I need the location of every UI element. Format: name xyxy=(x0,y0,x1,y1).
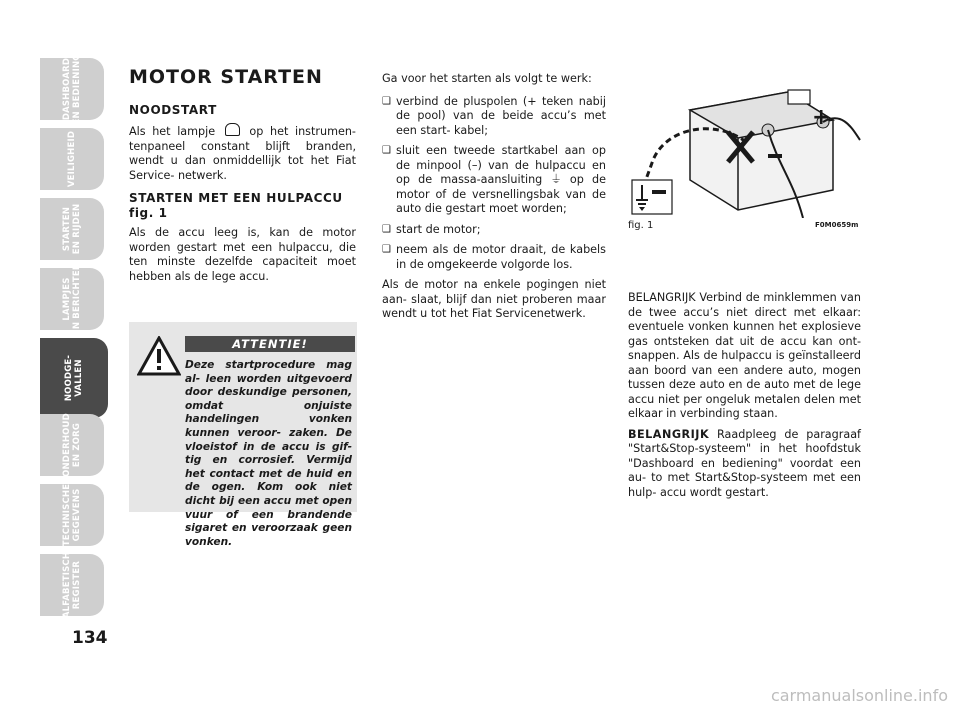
page-title: MOTOR STARTEN xyxy=(129,66,323,88)
tab-dashboard[interactable] xyxy=(40,53,104,125)
warning-heading: ATTENTIE! xyxy=(185,336,355,352)
paragraph-noodstart xyxy=(129,123,356,183)
figure-caption: fig. 1 xyxy=(628,220,654,231)
column-1 xyxy=(129,66,356,292)
tab-label: ONDERHOUD EN ZORG xyxy=(62,413,82,477)
text: Raadpleeg de paragraaf "Start&Stop-systeem" in het hoofdstuk "Dashboard en bediening" voordat een au- to met Start&Stop-systeem met een hulp- accu wordt gestart. xyxy=(628,427,861,499)
warning-text xyxy=(132,359,352,549)
text: Als het lampje xyxy=(129,125,216,138)
tab-starten[interactable] xyxy=(40,198,104,260)
warning-body: Deze startprocedure mag al- leen worden uitgevoerd door deskundige personen, omdat onjuiste handelingen vonken kunnen veroor- zaken. De vloeistof in de accu is gif- tig en corrosief. Vermijd het contact met de huid en de ogen. Kom ook niet dicht bij een accu met open vuur of een brandende sigaret en veroorzaak geen vonken. xyxy=(185,359,352,548)
tab-alfabetisch[interactable] xyxy=(40,551,104,619)
paragraph-hulpaccu: Als de accu leeg is, kan de motor worden gestart met een hulpaccu, die ten minste dezelfde capaciteit moet hebben als de lege accu. xyxy=(129,226,356,283)
watermark: carmanualsonline.info xyxy=(770,686,948,705)
tab-label: STARTEN EN RIJDEN xyxy=(62,203,82,255)
list-item: ❑ verbind de pluspolen (+ teken nabij de pool) van de beide accu’s met een start- kabel; xyxy=(382,95,606,139)
tab-label: TECHNISCHE GEGEVENS xyxy=(62,483,82,547)
list-item: ❑ neem als de motor draait, de kabels in de omgekeerde volgorde los. xyxy=(382,243,606,272)
list-item: ❑ start de motor; xyxy=(382,223,606,238)
outro-text: Als de motor na enkele pogingen niet aan- slaat, blijf dan niet proberen maar wendt u tot het Fiat Servicenetwerk. xyxy=(382,278,606,320)
tab-label: NOODGE- VALLEN xyxy=(64,354,84,402)
tab-veiligheid[interactable] xyxy=(40,128,104,190)
heading-noodstart: NOODSTART xyxy=(129,102,217,117)
battery-illustration xyxy=(628,70,861,218)
intro-text: Ga voor het starten als volgt te werk: xyxy=(382,72,592,85)
tab-label: DASHBOARD EN BEDIENING xyxy=(62,53,82,125)
paragraph-belangrijk-2 xyxy=(628,428,861,501)
bold-label: BELANGRIJK xyxy=(628,427,710,441)
tab-label: ALFABETISCH REGISTER xyxy=(62,551,82,619)
tab-lampjes[interactable] xyxy=(40,262,104,336)
glow-plug-warning-icon xyxy=(225,123,240,136)
heading-hulpaccu: STARTEN MET EEN HULPACCU fig. 1 xyxy=(129,191,343,220)
text: op het instrumen- tenpaneel constant blijft branden, wendt u dan onmiddellijk tot het Fiat Service- netwerk. xyxy=(129,125,356,182)
tab-noodgevallen[interactable] xyxy=(40,338,108,418)
tab-label: LAMPJES EN BERICHTEN xyxy=(62,262,82,336)
page-number: 134 xyxy=(72,628,108,648)
tab-label: VEILIGHEID xyxy=(67,130,77,188)
tab-onderhoud[interactable] xyxy=(40,414,104,476)
list-item: ❑ sluit een tweede startkabel aan op de minpool (–) van de hulpaccu en op de massa-aansluiting ⏚ op de motor of de versnellingsbak van de auto die gestart moet worden; xyxy=(382,144,606,217)
column-2 xyxy=(382,72,606,330)
paragraph-belangrijk-1: BELANGRIJK Verbind de minklemmen van de twee accu’s niet direct met elkaar: eventuele vonken kunnen het explosieve gas ontsteken dat uit de accu kan ont- snappen. Als de hulpaccu is geïnstalleerd aan boord van een andere auto, mogen tussen deze auto en de auto met de lege accu niet per ongeluk metalen delen met elkaar in verbinding staan. xyxy=(628,291,861,420)
svg-text:+: + xyxy=(812,105,831,130)
figure-code: F0M0659m xyxy=(815,221,859,229)
column-3 xyxy=(628,291,861,506)
warning-box xyxy=(129,322,357,548)
tab-technische[interactable] xyxy=(40,484,104,546)
